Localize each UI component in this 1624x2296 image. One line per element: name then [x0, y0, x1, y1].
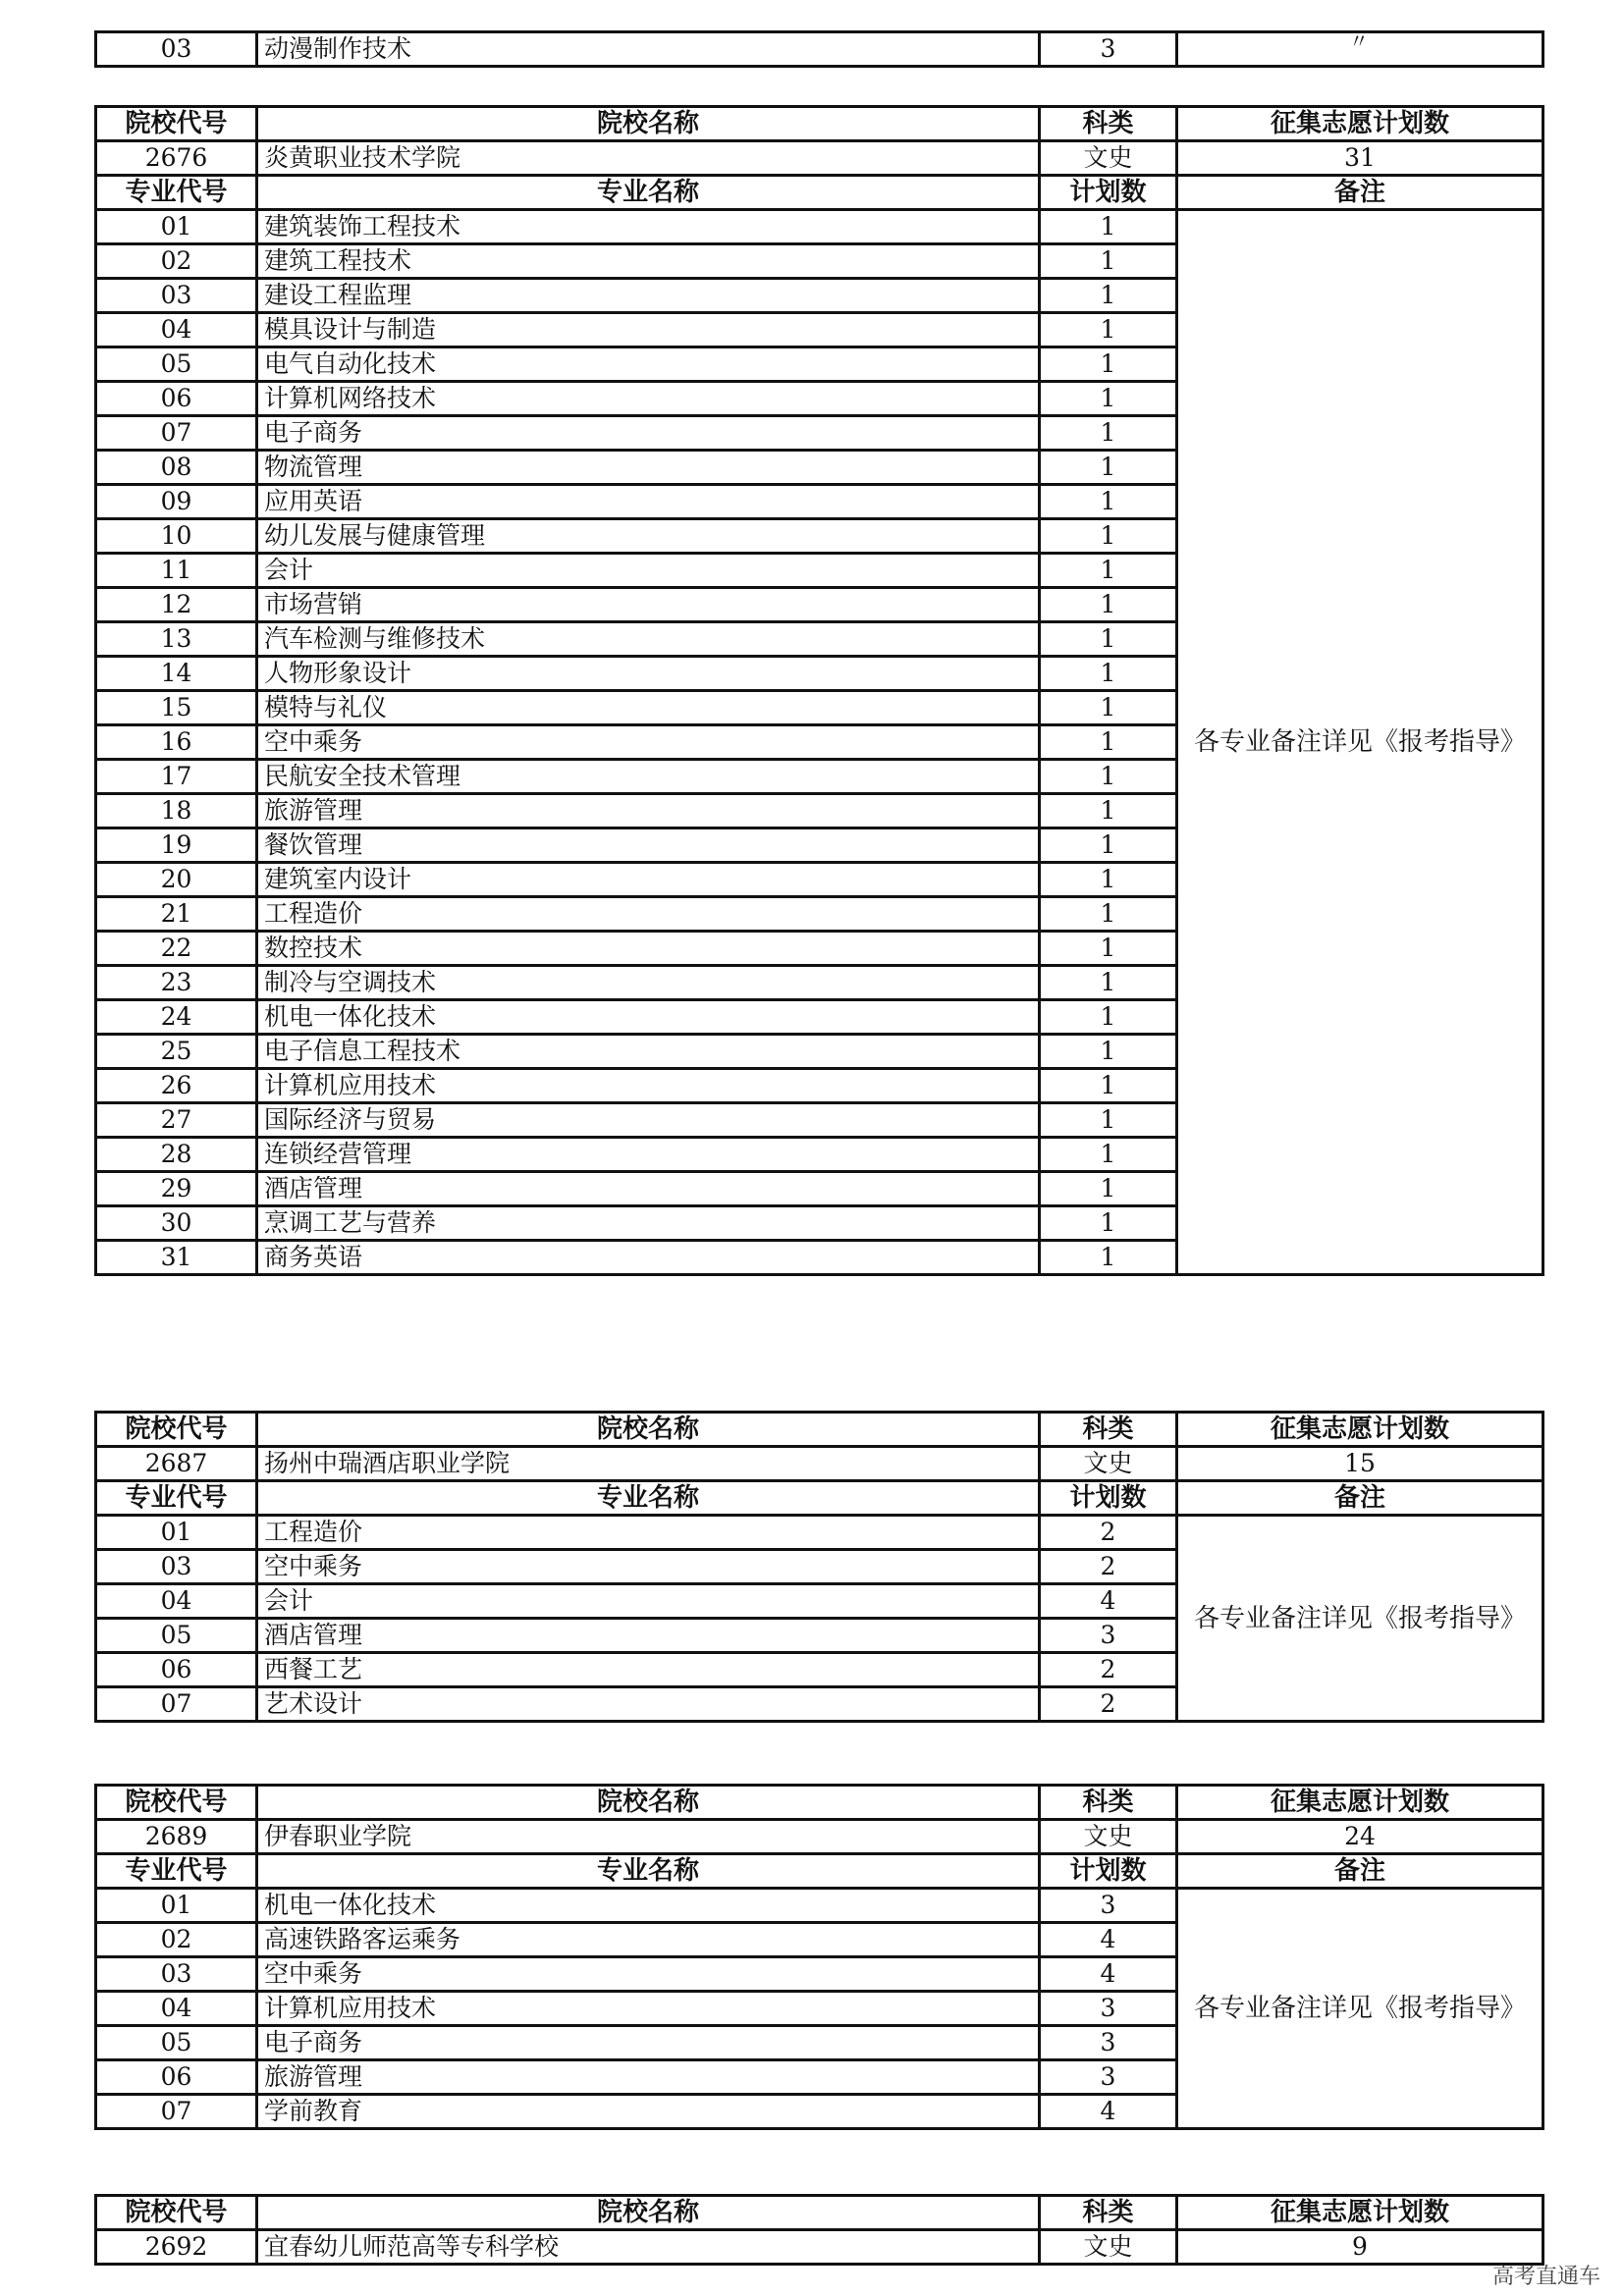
major-name: 学前教育: [257, 2095, 1040, 2129]
major-code: 10: [96, 519, 257, 554]
major-name: 商务英语: [257, 1241, 1040, 1275]
header-major-name: 专业名称: [257, 1854, 1040, 1889]
major-code: 14: [96, 657, 257, 691]
major-count: 1: [1040, 932, 1177, 966]
school-header-row: [96, 2196, 1543, 2230]
major-code: 03: [96, 32, 257, 67]
major-count: 3: [1040, 1889, 1177, 1923]
major-name: 计算机应用技术: [257, 1069, 1040, 1103]
major-count: 1: [1040, 485, 1177, 519]
major-code: 15: [96, 691, 257, 725]
header-subject: 科类: [1040, 2196, 1177, 2230]
major-count: 1: [1040, 1000, 1177, 1035]
major-name: 市场营销: [257, 588, 1040, 622]
header-school-name: 院校名称: [257, 1786, 1040, 1820]
major-count: 2: [1040, 1550, 1177, 1584]
major-count: 1: [1040, 794, 1177, 828]
major-code: 31: [96, 1241, 257, 1275]
major-name: 建设工程监理: [257, 279, 1040, 313]
major-code: 05: [96, 347, 257, 382]
header-plan-total: 征集志愿计划数: [1177, 1786, 1543, 1820]
school-header-row: [96, 107, 1543, 141]
major-name: 计算机网络技术: [257, 382, 1040, 416]
major-code: 09: [96, 485, 257, 519]
major-code: 13: [96, 622, 257, 657]
major-code: 02: [96, 1923, 257, 1957]
school-plan-total: 9: [1177, 2230, 1543, 2265]
school-name: 炎黄职业技术学院: [257, 141, 1040, 176]
major-code: 01: [96, 1889, 257, 1923]
major-count: 4: [1040, 1923, 1177, 1957]
school-subject: 文史: [1040, 2230, 1177, 2265]
major-name: 空中乘务: [257, 725, 1040, 760]
header-note: 备注: [1177, 1481, 1543, 1516]
major-code: 18: [96, 794, 257, 828]
major-code: 07: [96, 416, 257, 451]
school-table-2692: [94, 2194, 1544, 2266]
major-name: 连锁经营管理: [257, 1138, 1040, 1172]
major-count: 3: [1040, 2060, 1177, 2095]
school-name: 宜春幼儿师范高等专科学校: [257, 2230, 1040, 2265]
major-header-row: [96, 1481, 1543, 1516]
major-count: 1: [1040, 1206, 1177, 1241]
header-major-code: 专业代号: [96, 1854, 257, 1889]
major-name: 电子商务: [257, 416, 1040, 451]
major-name: 烹调工艺与营养: [257, 1206, 1040, 1241]
header-note: 备注: [1177, 176, 1543, 210]
major-code: 19: [96, 828, 257, 863]
major-count: 1: [1040, 416, 1177, 451]
school-info-row: [96, 2230, 1543, 2265]
major-code: 06: [96, 2060, 257, 2095]
major-name: 人物形象设计: [257, 657, 1040, 691]
header-school-code: 院校代号: [96, 1786, 257, 1820]
major-name: 国际经济与贸易: [257, 1103, 1040, 1138]
major-count: 1: [1040, 1241, 1177, 1275]
major-name: 模具设计与制造: [257, 313, 1040, 347]
header-subject: 科类: [1040, 1413, 1177, 1447]
major-name: 动漫制作技术: [257, 32, 1040, 67]
table-row: [96, 210, 1543, 244]
major-code: 07: [96, 1687, 257, 1722]
major-code: 26: [96, 1069, 257, 1103]
major-count: 1: [1040, 279, 1177, 313]
major-name: 建筑工程技术: [257, 244, 1040, 279]
major-name: 模特与礼仪: [257, 691, 1040, 725]
header-note: 备注: [1177, 1854, 1543, 1889]
major-code: 06: [96, 1653, 257, 1687]
major-count: 1: [1040, 897, 1177, 932]
header-plan-total: 征集志愿计划数: [1177, 2196, 1543, 2230]
major-count: 1: [1040, 725, 1177, 760]
major-name: 汽车检测与维修技术: [257, 622, 1040, 657]
school-table-2687: [94, 1411, 1544, 1723]
major-count: 1: [1040, 519, 1177, 554]
school-name: 扬州中瑞酒店职业学院: [257, 1447, 1040, 1481]
header-plan: 计划数: [1040, 1854, 1177, 1889]
major-name: 物流管理: [257, 451, 1040, 485]
major-count: 1: [1040, 1172, 1177, 1206]
school-code: 2687: [96, 1447, 257, 1481]
major-code: 25: [96, 1035, 257, 1069]
major-count: 3: [1040, 1619, 1177, 1653]
major-code: 01: [96, 1516, 257, 1550]
major-count: 2: [1040, 1653, 1177, 1687]
table-row: [96, 1516, 1543, 1550]
major-count: 1: [1040, 657, 1177, 691]
major-count: 1: [1040, 622, 1177, 657]
major-count: 1: [1040, 966, 1177, 1000]
major-count: 1: [1040, 828, 1177, 863]
header-plan: 计划数: [1040, 1481, 1177, 1516]
major-name: 空中乘务: [257, 1957, 1040, 1992]
major-header-row: [96, 1854, 1543, 1889]
watermark: 高考直通车: [1491, 2265, 1600, 2289]
school-table-2676: [94, 105, 1544, 1276]
major-code: 04: [96, 1992, 257, 2026]
school-plan-total: 31: [1177, 141, 1543, 176]
major-count: 4: [1040, 1584, 1177, 1619]
note-cell: 各专业备注详见《报考指导》: [1177, 1889, 1543, 2129]
table-row: [96, 1889, 1543, 1923]
ditto-mark: 〃: [1349, 29, 1369, 53]
school-header-row: [96, 1786, 1543, 1820]
header-major-code: 专业代号: [96, 1481, 257, 1516]
major-count: 1: [1040, 382, 1177, 416]
major-code: 23: [96, 966, 257, 1000]
major-name: 旅游管理: [257, 2060, 1040, 2095]
major-name: 工程造价: [257, 1516, 1040, 1550]
major-code: 16: [96, 725, 257, 760]
header-school-code: 院校代号: [96, 2196, 257, 2230]
school-subject: 文史: [1040, 1447, 1177, 1481]
major-code: 30: [96, 1206, 257, 1241]
major-name: 酒店管理: [257, 1172, 1040, 1206]
major-code: 08: [96, 451, 257, 485]
major-code: 29: [96, 1172, 257, 1206]
major-count: 1: [1040, 1138, 1177, 1172]
school-info-row: [96, 1820, 1543, 1854]
school-subject: 文史: [1040, 141, 1177, 176]
major-code: 03: [96, 1957, 257, 1992]
major-count: 1: [1040, 1035, 1177, 1069]
top-fragment-table: [94, 30, 1544, 68]
school-code: 2676: [96, 141, 257, 176]
school-subject: 文史: [1040, 1820, 1177, 1854]
major-code: 04: [96, 313, 257, 347]
major-code: 01: [96, 210, 257, 244]
major-code: 02: [96, 244, 257, 279]
major-header-row: [96, 176, 1543, 210]
major-name: 数控技术: [257, 932, 1040, 966]
header-school-name: 院校名称: [257, 2196, 1040, 2230]
major-count: 1: [1040, 210, 1177, 244]
school-code: 2689: [96, 1820, 257, 1854]
major-code: 22: [96, 932, 257, 966]
header-major-code: 专业代号: [96, 176, 257, 210]
school-header-row: [96, 1413, 1543, 1447]
major-name: 制冷与空调技术: [257, 966, 1040, 1000]
major-code: 06: [96, 382, 257, 416]
school-table-2689: [94, 1784, 1544, 2130]
major-name: 会计: [257, 1584, 1040, 1619]
major-name: 民航安全技术管理: [257, 760, 1040, 794]
major-code: 28: [96, 1138, 257, 1172]
major-name: 电子商务: [257, 2026, 1040, 2060]
school-plan-total: 24: [1177, 1820, 1543, 1854]
major-count: 3: [1040, 32, 1177, 67]
school-code: 2692: [96, 2230, 257, 2265]
major-count: 1: [1040, 760, 1177, 794]
major-count: 4: [1040, 1957, 1177, 1992]
note-cell: 各专业备注详见《报考指导》: [1177, 210, 1543, 1275]
major-count: 1: [1040, 244, 1177, 279]
school-info-row: [96, 1447, 1543, 1481]
major-name: 空中乘务: [257, 1550, 1040, 1584]
major-name: 会计: [257, 554, 1040, 588]
major-count: 1: [1040, 1069, 1177, 1103]
major-code: 05: [96, 1619, 257, 1653]
major-count: 1: [1040, 691, 1177, 725]
major-name: 幼儿发展与健康管理: [257, 519, 1040, 554]
major-name: 机电一体化技术: [257, 1889, 1040, 1923]
major-name: 应用英语: [257, 485, 1040, 519]
major-count: 4: [1040, 2095, 1177, 2129]
major-count: 1: [1040, 554, 1177, 588]
major-code: 21: [96, 897, 257, 932]
header-major-name: 专业名称: [257, 1481, 1040, 1516]
major-name: 西餐工艺: [257, 1653, 1040, 1687]
major-code: 12: [96, 588, 257, 622]
table-row: [96, 32, 1543, 67]
major-count: 1: [1040, 347, 1177, 382]
header-plan: 计划数: [1040, 176, 1177, 210]
major-name: 工程造价: [257, 897, 1040, 932]
major-count: 3: [1040, 1992, 1177, 2026]
major-code: 03: [96, 1550, 257, 1584]
major-name: 餐饮管理: [257, 828, 1040, 863]
major-code: 11: [96, 554, 257, 588]
header-school-code: 院校代号: [96, 1413, 257, 1447]
major-code: 07: [96, 2095, 257, 2129]
header-subject: 科类: [1040, 1786, 1177, 1820]
header-plan-total: 征集志愿计划数: [1177, 1413, 1543, 1447]
major-name: 艺术设计: [257, 1687, 1040, 1722]
major-count: 1: [1040, 451, 1177, 485]
major-code: 05: [96, 2026, 257, 2060]
major-count: 1: [1040, 863, 1177, 897]
major-code: 20: [96, 863, 257, 897]
major-code: 04: [96, 1584, 257, 1619]
major-code: 03: [96, 279, 257, 313]
school-name: 伊春职业学院: [257, 1820, 1040, 1854]
major-name: 高速铁路客运乘务: [257, 1923, 1040, 1957]
note-cell: 各专业备注详见《报考指导》: [1177, 1516, 1543, 1722]
header-school-name: 院校名称: [257, 107, 1040, 141]
major-count: 2: [1040, 1687, 1177, 1722]
header-school-code: 院校代号: [96, 107, 257, 141]
school-plan-total: 15: [1177, 1447, 1543, 1481]
major-count: 1: [1040, 588, 1177, 622]
major-name: 电气自动化技术: [257, 347, 1040, 382]
major-code: 17: [96, 760, 257, 794]
major-name: 建筑室内设计: [257, 863, 1040, 897]
major-name: 计算机应用技术: [257, 1992, 1040, 2026]
major-name: 酒店管理: [257, 1619, 1040, 1653]
major-code: 24: [96, 1000, 257, 1035]
major-name: 电子信息工程技术: [257, 1035, 1040, 1069]
header-major-name: 专业名称: [257, 176, 1040, 210]
header-subject: 科类: [1040, 107, 1177, 141]
header-plan-total: 征集志愿计划数: [1177, 107, 1543, 141]
header-school-name: 院校名称: [257, 1413, 1040, 1447]
major-code: 27: [96, 1103, 257, 1138]
major-count: 2: [1040, 1516, 1177, 1550]
major-name: 机电一体化技术: [257, 1000, 1040, 1035]
major-name: 旅游管理: [257, 794, 1040, 828]
major-name: 建筑装饰工程技术: [257, 210, 1040, 244]
school-info-row: [96, 141, 1543, 176]
major-count: 3: [1040, 2026, 1177, 2060]
major-count: 1: [1040, 313, 1177, 347]
major-count: 1: [1040, 1103, 1177, 1138]
